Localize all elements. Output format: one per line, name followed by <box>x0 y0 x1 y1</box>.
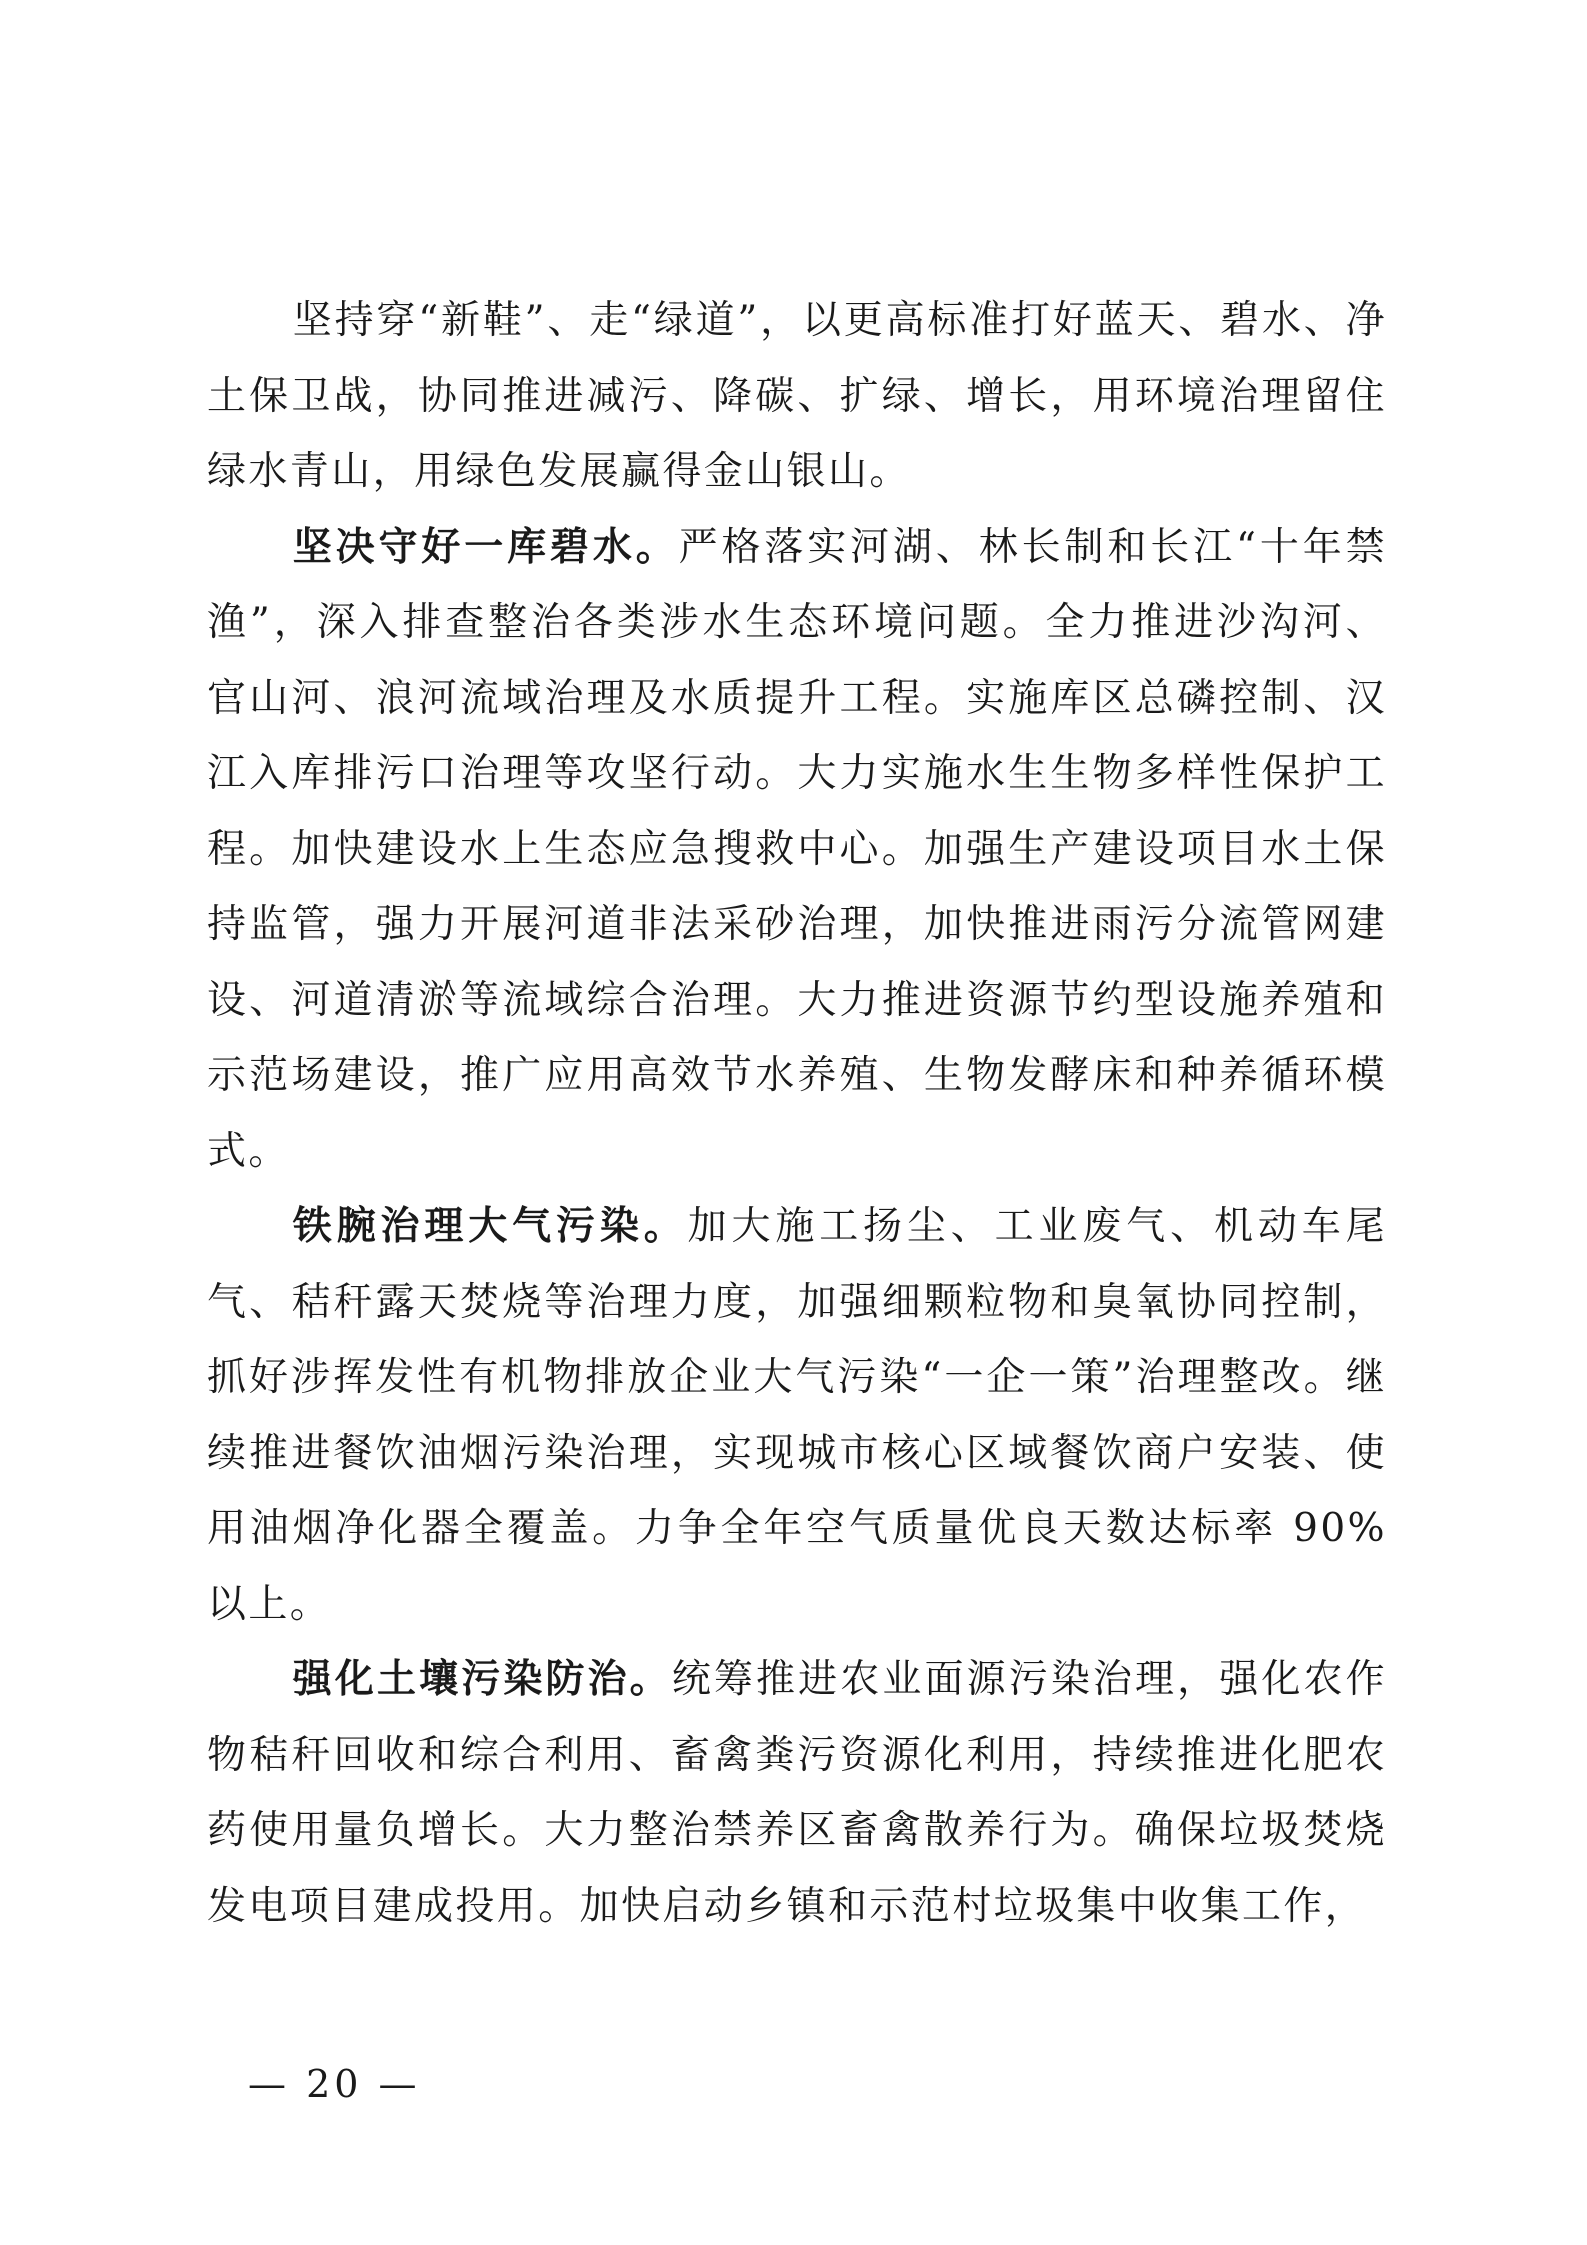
paragraph-intro <box>207 283 1387 510</box>
paragraph-text: 严格落实河湖、林长制和长江“十年禁渔”，深入排查整治各类涉水生态环境问题。全力推进沙沟河、官山河、浪河流域治理及水质提升工程。实施库区总磷控制、汉江入库排污口治理等攻坚行动。大力实施水生生物多样性保护工程。加快建设水上生态应急搜救中心。加强生产建设项目水土保持监管，强力开展河道非法采砂治理，加快推进雨污分流管网建设、河道清淤等流域综合治理。大力推进资源节约型设施养殖和示范场建设，推广应用高效节水养殖、生物发酵床和种养循环模式。 <box>207 524 1387 1174</box>
paragraph-text: 坚持穿“新鞋”、走“绿道”，以更高标准打好蓝天、碧水、净土保卫战，协同推进减污、降碳、扩绿、增长，用环境治理留住绿水青山，用绿色发展赢得金山银山。 <box>207 298 1387 494</box>
paragraph-water <box>207 510 1387 1190</box>
paragraph-heading: 坚决守好一库碧水。 <box>292 524 679 570</box>
paragraph-soil <box>207 1642 1387 1944</box>
page-number: — 20 — <box>248 2062 421 2106</box>
paragraph-text: 加大施工扬尘、工业废气、机动车尾气、秸秆露天焚烧等治理力度，加强细颗粒物和臭氧协同控制，抓好涉挥发性有机物排放企业大气污染“一企一策”治理整改。继续推进餐饮油烟污染治理，实现城市核心区域餐饮商户安装、使用油烟净化器全覆盖。力争全年空气质量优良天数达标率 90%以上。 <box>207 1204 1387 1627</box>
paragraph-heading: 铁腕治理大气污染。 <box>292 1204 688 1249</box>
paragraph-air <box>207 1189 1387 1642</box>
paragraph-heading: 强化土壤污染防治。 <box>292 1657 672 1702</box>
paragraph-text: 统筹推进农业面源污染治理，强化农作物秸秆回收和综合利用、畜禽粪污资源化利用，持续推进化肥农药使用量负增长。大力整治禁养区畜禽散养行为。确保垃圾焚烧发电项目建成投用。加快启动乡镇和示范村垃圾集中收集工作， <box>207 1657 1387 1929</box>
body-text <box>207 283 1387 1944</box>
